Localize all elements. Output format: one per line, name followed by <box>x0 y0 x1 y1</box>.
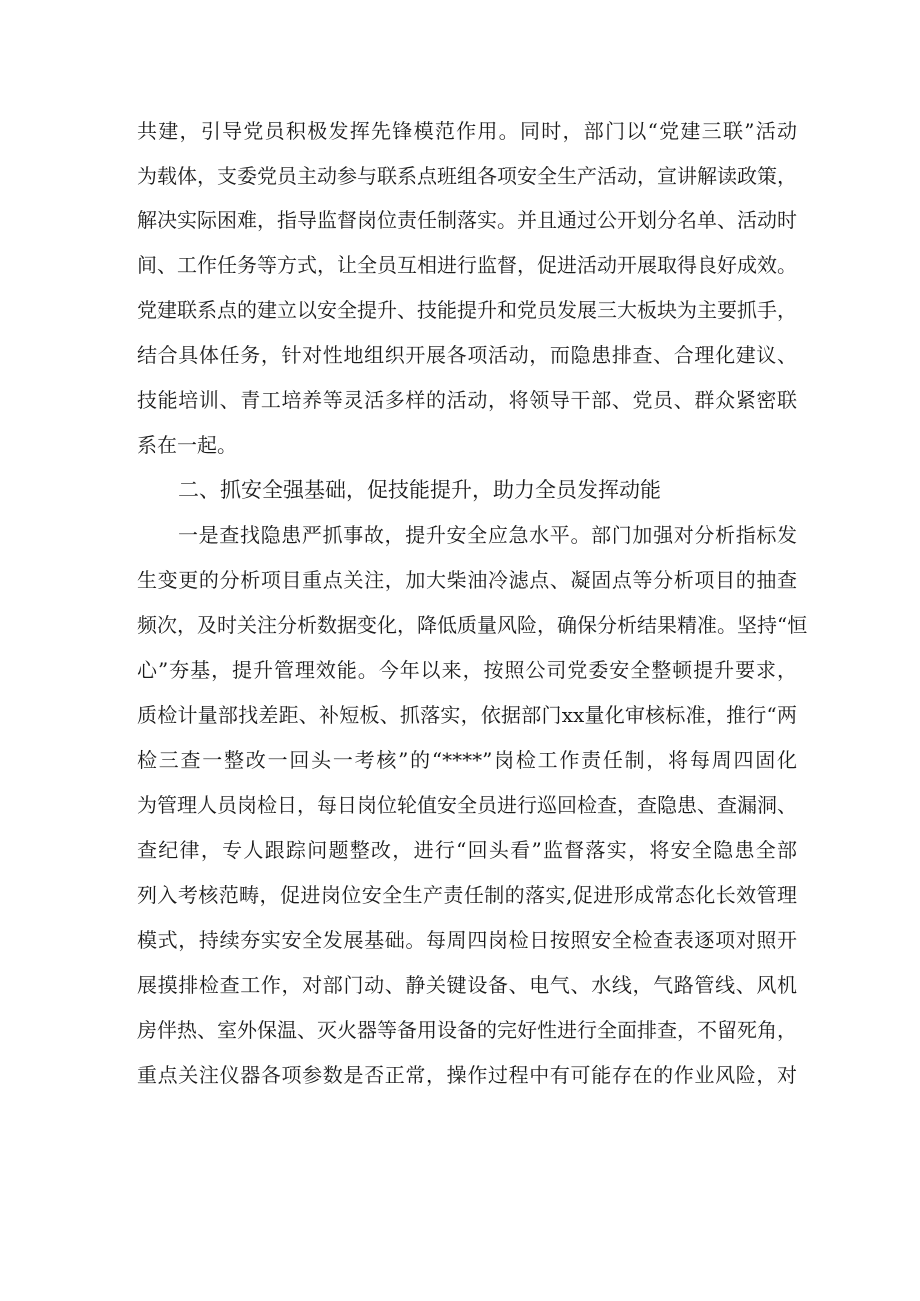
text-line: 为载体，支委党员主动参与联系点班组各项安全生产活动，宣讲解读政策， <box>137 164 797 188</box>
text-line: 频次，及时关注分析数据变化，降低质量风险，确保分析结果精准。坚持“恒 <box>137 613 808 637</box>
text-line: 党建联系点的建立以安全提升、技能提升和党员发展三大板块为主要抓手， <box>137 298 797 322</box>
text-line: 共建，引导党员积极发挥先锋模范作用。同时，部门以“党建三联”活动 <box>137 119 797 143</box>
text-line: 列入考核范畴，促进岗位安全生产责任制的落实,促进形成常态化长效管理 <box>137 883 797 907</box>
text-line: 为管理人员岗检日，每日岗位轮值安全员进行巡回检查，查隐患、查漏洞、 <box>137 793 797 817</box>
text-line: 一是查找隐患严抓事故，提升安全应急水平。部门加强对分析指标发 <box>178 523 797 547</box>
text-line: 生变更的分析项目重点关注，加大柴油冷滤点、凝固点等分析项目的抽查 <box>137 568 797 592</box>
text-line: 检三查一整改一回头一考核”的“****”岗检工作责任制，将每周四固化 <box>137 748 797 772</box>
text-line: 解决实际困难，指导监督岗位责任制落实。并且通过公开划分名单、活动时 <box>137 208 797 232</box>
text-line: 质检计量部找差距、补短板、抓落实，依据部门xx量化审核标准，推行“两 <box>137 703 797 727</box>
section-heading: 二、抓安全强基础，促技能提升，助力全员发挥动能 <box>178 478 661 502</box>
text-line: 重点关注仪器各项参数是否正常，操作过程中有可能存在的作业风险，对 <box>137 1063 797 1087</box>
text-line: 技能培训、青工培养等灵活多样的活动，将领导干部、党员、群众紧密联 <box>137 388 797 412</box>
text-line: 间、工作任务等方式，让全员互相进行监督，促进活动开展取得良好成效。 <box>137 253 797 277</box>
text-line: 心”夯基，提升管理效能。今年以来，按照公司党委安全整顿提升要求， <box>137 658 797 682</box>
text-line: 查纪律，专人跟踪问题整改，进行“回头看”监督落实，将安全隐患全部 <box>137 838 797 862</box>
text-line: 系在一起。 <box>137 433 237 457</box>
text-line: 展摸排检查工作，对部门动、静关键设备、电气、水线，气路管线、风机 <box>137 973 797 997</box>
text-line: 结合具体任务，针对性地组织开展各项活动，而隐患排查、合理化建议、 <box>137 343 797 367</box>
text-line: 模式，持续夯实安全发展基础。每周四岗检日按照安全检查表逐项对照开 <box>137 928 797 952</box>
text-line: 房伴热、室外保温、灭火器等备用设备的完好性进行全面排查，不留死角， <box>137 1018 797 1042</box>
